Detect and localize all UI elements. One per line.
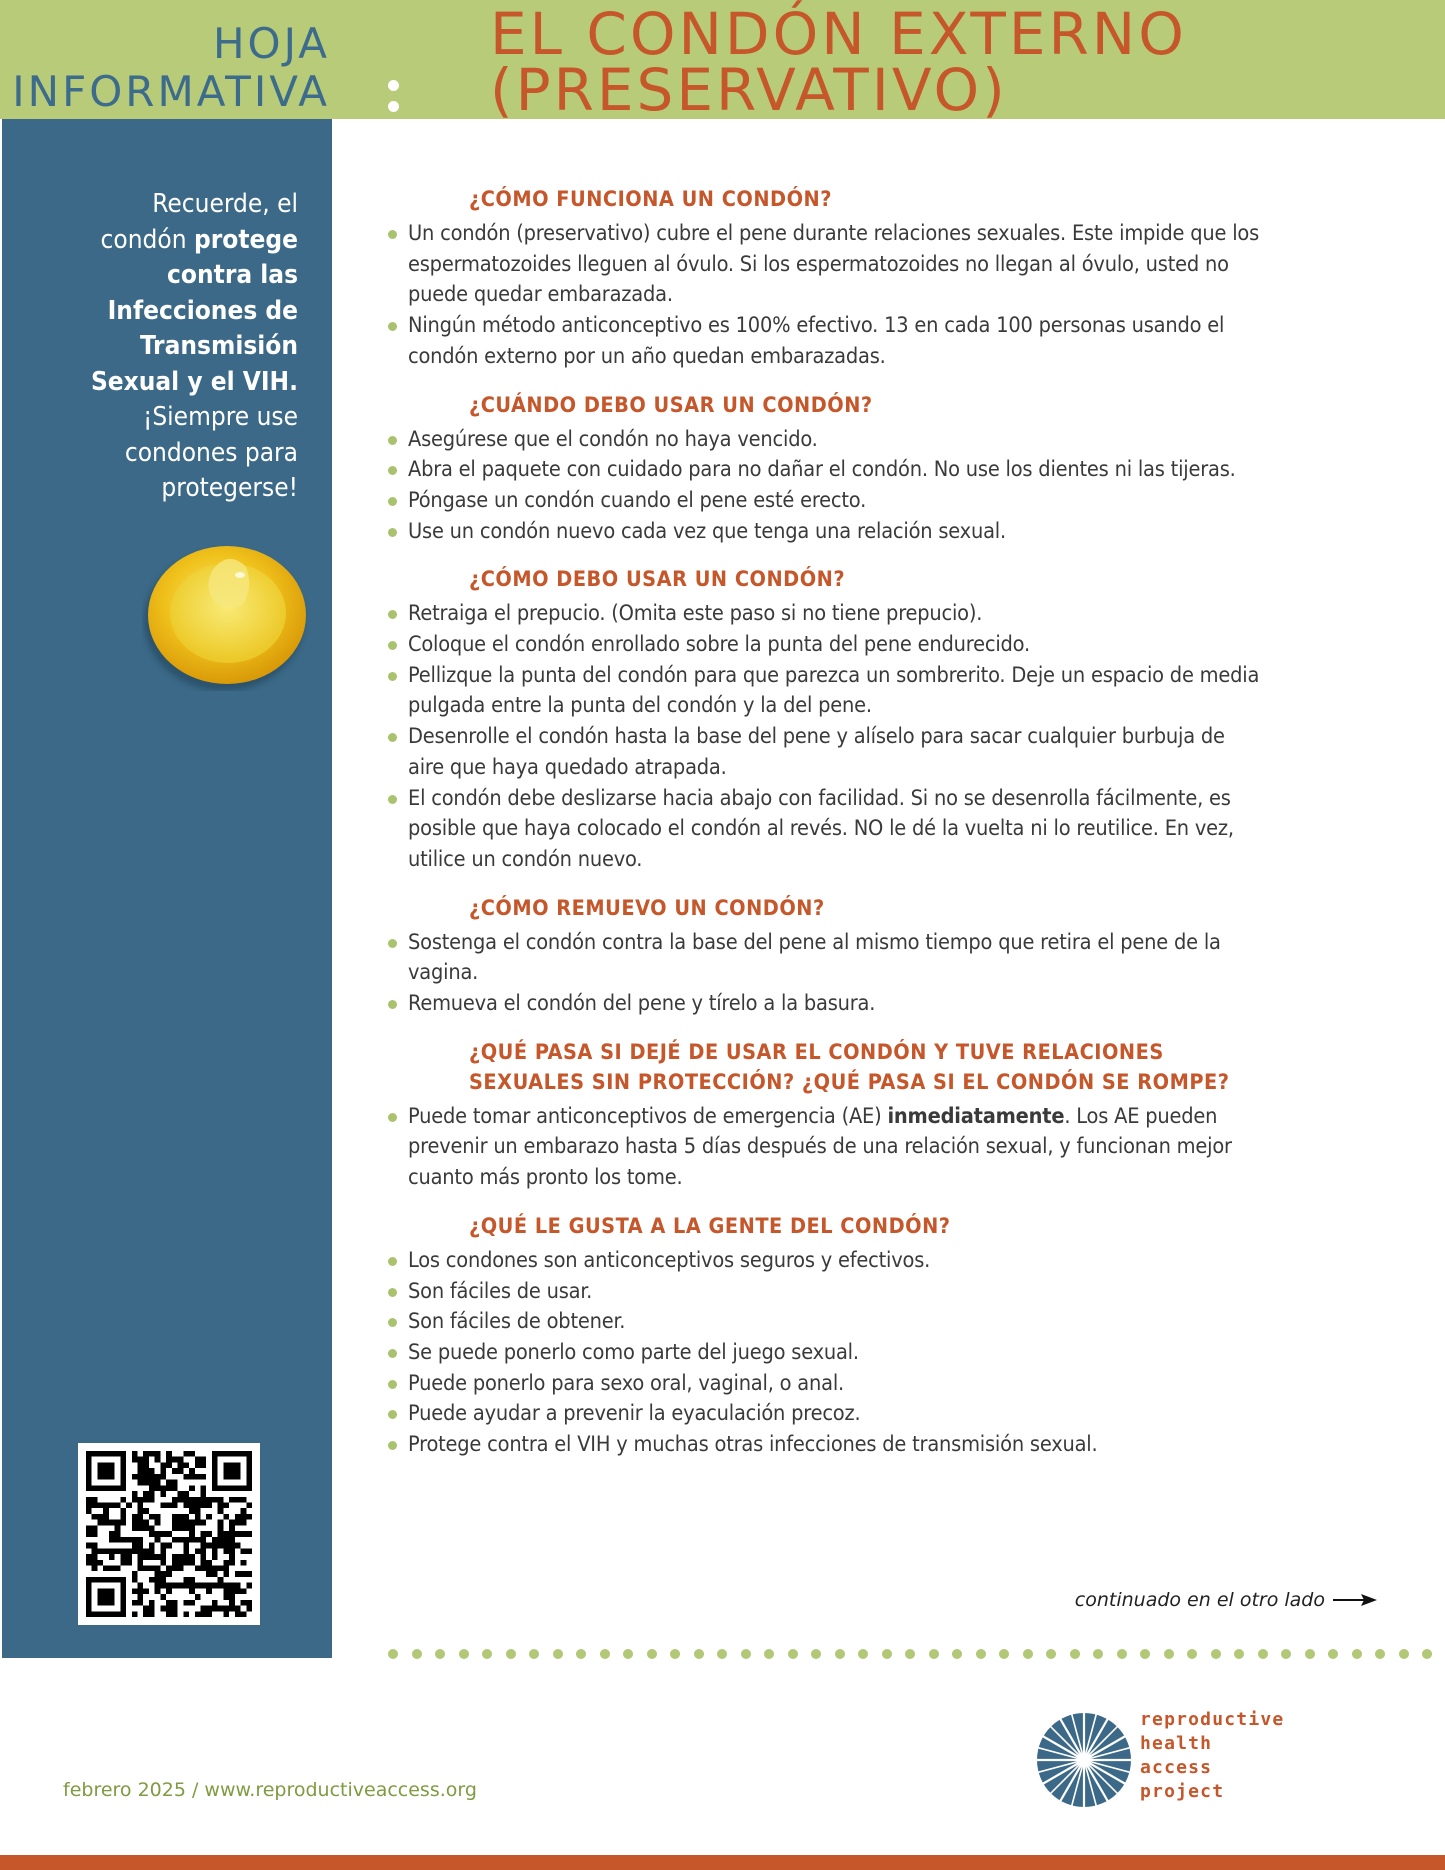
main-content — [385, 185, 1265, 1479]
bullet-icon — [388, 733, 397, 742]
list-item-text: Son fáciles de usar. — [408, 1278, 593, 1304]
divider-dot — [1258, 1649, 1268, 1659]
list-item — [385, 599, 1265, 630]
bullet-icon — [388, 1257, 397, 1266]
divider-dot — [1422, 1649, 1432, 1659]
list-item — [385, 1430, 1265, 1461]
list-item-text: Remueva el condón del pene y tírelo a la basura. — [408, 991, 876, 1017]
divider-dot — [576, 1649, 586, 1659]
divider-dot — [435, 1649, 445, 1659]
bullet-icon — [388, 610, 397, 619]
list-item-text: Un condón (preservativo) cubre el pene durante relaciones sexuales. Este impide que los espermatozoides lleguen al óvulo. Si los espermatozoides no llegan al óvulo, usted no puede quedar embarazada. — [408, 221, 1260, 308]
divider-dot — [412, 1649, 422, 1659]
logo-line: health — [1140, 1733, 1213, 1754]
sidebar-line-bold: Sexual y el VIH. — [90, 366, 298, 397]
bullet-icon — [388, 795, 397, 804]
divider-dot — [506, 1649, 516, 1659]
colon-divider-icon — [388, 80, 400, 114]
section-what-people-like — [385, 1212, 1265, 1461]
divider-dot — [741, 1649, 751, 1659]
section-heading: ¿QUÉ LE GUSTA A LA GENTE DEL CONDÓN? — [469, 1213, 951, 1239]
sidebar-line: ¡Siempre use — [142, 402, 298, 432]
divider-dot — [1399, 1649, 1409, 1659]
logo-line: reproductive — [1140, 1709, 1285, 1730]
bullet-icon — [388, 1318, 397, 1327]
doc-type-line2: INFORMATIVA — [12, 67, 330, 116]
page-title-line2: (PRESERVATIVO) — [490, 56, 1008, 124]
list-item-text: Use un condón nuevo cada vez que tenga una relación sexual. — [408, 518, 1006, 544]
divider-dot — [694, 1649, 704, 1659]
divider-dot — [717, 1649, 727, 1659]
divider-dot — [788, 1649, 798, 1659]
divider-dot — [1046, 1649, 1056, 1659]
condom-photo — [142, 531, 312, 691]
sidebar-line: Recuerde, el — [152, 189, 298, 219]
list-item — [385, 517, 1265, 548]
list-item — [385, 1369, 1265, 1400]
dotted-divider — [388, 1649, 1445, 1661]
list-item-text: Son fáciles de obtener. — [408, 1309, 626, 1335]
divider-dot — [905, 1649, 915, 1659]
divider-dot — [482, 1649, 492, 1659]
bullet-icon — [388, 1380, 397, 1389]
continued-text: continuado en el otro lado — [1074, 1589, 1325, 1611]
bullet-icon — [388, 641, 397, 650]
list-item-text: Protege contra el VIH y muchas otras infecciones de transmisión sexual. — [408, 1432, 1098, 1458]
section-heading: ¿QUÉ PASA SI DEJÉ DE USAR EL CONDÓN Y TUVE RELACIONES SEXUALES SIN PROTECCIÓN? ¿QUÉ PASA SI EL CONDÓN SE ROMPE? — [469, 1039, 1230, 1095]
list-item — [385, 1338, 1265, 1369]
list-item — [385, 1277, 1265, 1308]
section-heading: ¿CÓMO DEBO USAR UN CONDÓN? — [469, 567, 846, 593]
divider-dot — [388, 1649, 398, 1659]
divider-dot — [1234, 1649, 1244, 1659]
bullet-list — [385, 1102, 1265, 1194]
bullet-icon — [388, 436, 397, 445]
bullet-icon — [388, 466, 397, 475]
list-item — [385, 1102, 1265, 1194]
bullet-list — [385, 425, 1265, 548]
sidebar-message — [0, 187, 298, 507]
divider-dot — [1023, 1649, 1033, 1659]
sidebar — [2, 119, 332, 1658]
list-item — [385, 661, 1265, 722]
divider-dot — [529, 1649, 539, 1659]
section-how-it-works — [385, 185, 1265, 373]
section-heading: ¿CÓMO REMUEVO UN CONDÓN? — [469, 895, 825, 921]
list-item — [385, 722, 1265, 783]
page-title — [490, 0, 1187, 124]
divider-dot — [1117, 1649, 1127, 1659]
divider-dot — [1328, 1649, 1338, 1659]
divider-dot — [553, 1649, 563, 1659]
divider-dot — [623, 1649, 633, 1659]
list-item-text: Póngase un condón cuando el pene esté erecto. — [408, 487, 867, 513]
section-how-to-use — [385, 565, 1265, 875]
divider-dot — [835, 1649, 845, 1659]
list-item-text: Puede ayudar a prevenir la eyaculación precoz. — [408, 1401, 861, 1427]
org-logo-text — [1140, 1708, 1284, 1804]
list-item-text: Coloque el condón enrollado sobre la punta del pene endurecido. — [408, 632, 1030, 658]
bullet-icon — [388, 1410, 397, 1419]
list-item-text: Los condones son anticonceptivos seguros y efectivos. — [408, 1247, 931, 1273]
list-item — [385, 630, 1265, 661]
list-item-text: Pellizque la punta del condón para que parezca un sombrerito. Deje un espacio de media pulgada entre la punta del condón y la del pene. — [408, 662, 1260, 719]
list-item — [385, 486, 1265, 517]
section-removal — [385, 894, 1265, 1020]
list-item — [385, 219, 1265, 311]
doc-type-line1: HOJA — [212, 19, 330, 68]
divider-dot — [999, 1649, 1009, 1659]
list-item-text: Ningún método anticonceptivo es 100% efectivo. 13 en cada 100 personas usando el condón externo por un año quedan embarazadas. — [408, 313, 1225, 369]
logo-line: access — [1140, 1757, 1213, 1778]
list-item-text: . Los AE pueden prevenir un embarazo hasta 5 días después de una relación sexual, y funcionan mejor cuanto más pronto los tome. — [408, 1103, 1232, 1191]
list-item-text: Se puede ponerlo como parte del juego sexual. — [408, 1339, 859, 1365]
divider-dot — [811, 1649, 821, 1659]
bullet-icon — [388, 1441, 397, 1450]
section-unprotected-sex — [385, 1038, 1265, 1194]
list-item-text: Puede tomar anticonceptivos de emergencia (AE) — [408, 1103, 888, 1129]
section-heading: ¿CUÁNDO DEBO USAR UN CONDÓN? — [469, 392, 873, 418]
divider-dot — [1093, 1649, 1103, 1659]
bullet-list — [385, 599, 1265, 875]
divider-dot — [1352, 1649, 1362, 1659]
bullet-list — [385, 219, 1265, 373]
sidebar-line: protegerse! — [161, 473, 298, 503]
bullet-icon — [388, 497, 397, 506]
section-heading: ¿CÓMO FUNCIONA UN CONDÓN? — [469, 187, 832, 212]
list-item-text: Retraiga el prepucio. (Omita este paso si no tiene prepucio). — [408, 601, 983, 627]
bottom-accent-bar — [0, 1855, 1445, 1870]
divider-dot — [1281, 1649, 1291, 1659]
list-item — [385, 1307, 1265, 1338]
bullet-list — [385, 1246, 1265, 1461]
qr-code[interactable] — [78, 1443, 260, 1625]
list-item — [385, 311, 1265, 372]
divider-dot — [929, 1649, 939, 1659]
divider-dot — [600, 1649, 610, 1659]
qr-code-icon — [86, 1451, 252, 1617]
list-item — [385, 455, 1265, 486]
divider-dot — [764, 1649, 774, 1659]
divider-dot — [459, 1649, 469, 1659]
sidebar-line-bold: Infecciones de — [107, 295, 298, 326]
divider-dot — [952, 1649, 962, 1659]
list-item — [385, 425, 1265, 456]
divider-dot — [858, 1649, 868, 1659]
divider-dot — [976, 1649, 986, 1659]
divider-dot — [1305, 1649, 1315, 1659]
divider-dot — [1164, 1649, 1174, 1659]
divider-dot — [1211, 1649, 1221, 1659]
divider-dot — [1070, 1649, 1080, 1659]
divider-dot — [882, 1649, 892, 1659]
divider-dot — [1187, 1649, 1197, 1659]
continued-note — [1075, 1589, 1377, 1611]
bullet-icon — [388, 1288, 397, 1297]
list-item-text: Puede ponerlo para sexo oral, vaginal, o anal. — [408, 1370, 844, 1396]
bullet-icon — [388, 672, 397, 681]
divider-dot — [647, 1649, 657, 1659]
doc-type-label — [12, 20, 330, 116]
arrow-right-icon — [1333, 1593, 1377, 1607]
list-item-text-bold: inmediatamente — [887, 1103, 1065, 1129]
list-item — [385, 784, 1265, 876]
list-item-text: Desenrolle el condón hasta la base del pene y alíselo para sacar cualquier burbuja de aire que haya quedado atrapada. — [408, 724, 1225, 780]
sidebar-line: condón — [100, 224, 194, 255]
list-item-text: Abra el paquete con cuidado para no dañar el condón. No use los dientes ni las tijeras. — [408, 457, 1236, 483]
bullet-icon — [388, 230, 397, 239]
bullet-icon — [388, 1113, 397, 1122]
divider-dot — [1375, 1649, 1385, 1659]
list-item — [385, 1399, 1265, 1430]
logo-line: project — [1140, 1781, 1225, 1802]
sidebar-line-bold: contra las — [167, 260, 298, 290]
list-item-text: Sostenga el condón contra la base del pene al mismo tiempo que retira el pene de la vagina. — [408, 929, 1221, 986]
sunburst-logo-icon — [1034, 1710, 1134, 1810]
section-when-to-use — [385, 391, 1265, 548]
list-item-text: Asegúrese que el condón no haya vencido. — [408, 426, 818, 452]
bullet-icon — [388, 1349, 397, 1358]
bullet-icon — [388, 939, 397, 948]
divider-dot — [670, 1649, 680, 1659]
bullet-list — [385, 928, 1265, 1020]
list-item — [385, 928, 1265, 989]
list-item — [385, 989, 1265, 1020]
list-item-text: El condón debe deslizarse hacia abajo con facilidad. Si no se desenrolla fácilmente, es posible que haya colocado el condón al revés. NO le dé la vuelta ni lo reutilice. En vez, utilice un condón nuevo. — [408, 785, 1234, 872]
list-item — [385, 1246, 1265, 1277]
page-title-line1: EL CONDÓN EXTERNO — [490, 0, 1187, 68]
sidebar-line-bold: protege — [193, 224, 298, 255]
bullet-icon — [388, 528, 397, 537]
header-banner — [0, 0, 1445, 124]
footer-date-url: febrero 2025 / www.reproductiveaccess.org — [63, 1779, 477, 1801]
sidebar-line: condones para — [124, 437, 298, 468]
sidebar-line-bold: Transmisión — [139, 331, 298, 361]
bullet-icon — [388, 322, 397, 331]
bullet-icon — [388, 1000, 397, 1009]
divider-dot — [1140, 1649, 1150, 1659]
